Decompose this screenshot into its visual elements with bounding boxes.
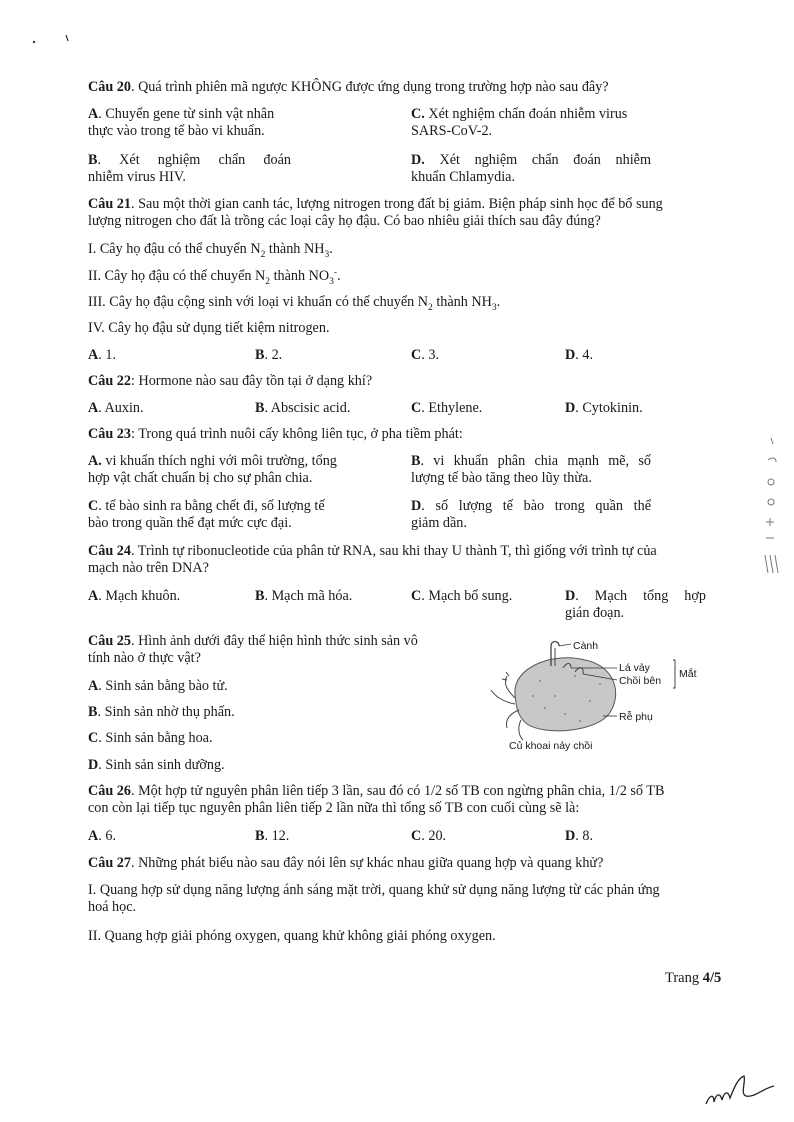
label-re-phu: Rễ phụ [619, 711, 653, 723]
option-c: C. Mạch bổ sung. [411, 588, 513, 604]
question-number: Câu 25 [88, 633, 131, 649]
question-text: . Một hợp tử nguyên phân liên tiếp 3 lần, sau đó có 1/2 số TB con ngừng phân chia, 1/2 số TB [130, 783, 665, 799]
option-text: Xét nghiệm chẩn đoán nhiễm [424, 152, 651, 168]
question-number: Câu 26 [88, 783, 131, 799]
label-choi-ben: Chồi bên [619, 675, 662, 687]
question-number: Câu 27 [88, 855, 131, 871]
option-b: B. Abscisic acid. [255, 400, 351, 416]
margin-scribble-icon [756, 430, 786, 580]
question-text: : Hormone nào sau đây tồn tại ở dạng khí? [130, 373, 373, 389]
option-a [88, 106, 318, 140]
option-text: khuẩn Chlamydia. [411, 169, 516, 185]
option-label: D. [411, 152, 425, 168]
option-c: C. Ethylene. [411, 400, 483, 416]
question-23 [88, 426, 738, 443]
option-d: D. Sinh sản sinh dưỡng. [88, 757, 225, 773]
option-text: SARS-CoV-2. [411, 123, 493, 139]
question-25 [88, 633, 478, 667]
option-b: B. 12. [255, 828, 290, 844]
question-number: Câu 22 [88, 373, 131, 389]
question-number: Câu 21 [88, 196, 131, 212]
question-number: Câu 24 [88, 543, 131, 559]
option-a: A. 6. [88, 828, 116, 844]
question-number: Câu 20 [88, 79, 131, 95]
question-24 [88, 543, 738, 577]
question-text: tính nào ở thực vật? [88, 650, 201, 666]
statement-1: I. Cây họ đậu có thể chuyển $N_2$ thành $NH_3$. [88, 241, 333, 260]
option-c: C. tế bào sinh ra bằng chết đi, số lượng tế bào trong quần thể đạt mức cực đại. [88, 498, 325, 531]
option-b [88, 152, 291, 186]
potato-tuber-icon [485, 636, 715, 754]
potato-figure [485, 636, 715, 754]
question-text: . Hình ảnh dưới đây thể hiện hình thức sinh sản vô [130, 633, 418, 649]
question-text: mạch nào trên DNA? [88, 560, 209, 576]
question-27 [88, 855, 738, 872]
option-b: B. 2. [255, 347, 283, 363]
question-22 [88, 373, 738, 390]
label-canh: Cành [573, 640, 599, 652]
option-a: A. vi khuẩn thích nghi với môi trường, tổng hợp vật chất chuẩn bị cho sự phân chia. [88, 453, 337, 486]
option-a: A. 1. [88, 347, 116, 363]
question-21 [88, 196, 738, 230]
option-d [411, 152, 651, 186]
option-text: thực vào trong tế bào vi khuẩn. [88, 123, 265, 139]
corner-mark-icon [28, 30, 78, 50]
statement-2: II. Cây họ đậu có thể chuyển $N_2$ thành $NO_3^-$. [88, 267, 341, 287]
page-footer: Trang 4/5 [665, 970, 722, 986]
option-a: A. Auxin. [88, 400, 144, 416]
option-c: C. 3. [411, 347, 439, 363]
option-text: nhiễm virus HIV. [88, 169, 186, 185]
question-text: . Trình tự ribonucleotide của phân tử RNA, sau khi thay U thành T, thì giống với trình tự của [130, 543, 657, 559]
option-label: A [88, 106, 99, 122]
option-d: D. Mạch tổng hợp gián đoạn. [565, 588, 706, 621]
question-text: . Sau một thời gian canh tác, lượng nitrogen trong đất bị giảm. Biện pháp sinh học để bổ sung [130, 196, 663, 212]
question-text: lượng nitrogen cho đất là trồng các loại cây họ đậu. Có bao nhiêu giải thích sau đây đúng? [88, 213, 601, 229]
option-c: C. 20. [411, 828, 447, 844]
option-d: D. số lượng tế bào trong quần thể giảm dần. [411, 498, 651, 531]
figure-caption: Củ khoai nảy chồi [509, 740, 593, 752]
question-text: . Những phát biểu nào sau đây nói lên sự khác nhau giữa quang hợp và quang khử? [130, 855, 604, 871]
question-26 [88, 783, 738, 817]
option-d: D. 8. [565, 828, 593, 844]
option-c: C. Sinh sản bằng hoa. [88, 730, 213, 746]
option-a: A. Mạch khuôn. [88, 588, 181, 604]
statement-4: IV. Cây họ đậu sử dụng tiết kiệm nitrogen. [88, 320, 330, 336]
option-text: Xét nghiệm chẩn đoán nhiễm virus [424, 106, 628, 122]
label-la-vay: Lá vảy [619, 662, 650, 674]
option-b: B. vi khuẩn phân chia mạnh mẽ, số lượng tế bào tăng theo lũy thừa. [411, 453, 651, 486]
question-text: : Trong quá trình nuôi cấy không liên tục, ở pha tiềm phát: [130, 426, 463, 442]
option-b: B. Mạch mã hóa. [255, 588, 353, 604]
option-d: D. Cytokinin. [565, 400, 643, 416]
option-text: . Xét nghiệm chẩn đoán [97, 152, 291, 168]
option-a: A. Sinh sản bằng bào tử. [88, 678, 228, 694]
option-d: D. 4. [565, 347, 593, 363]
question-text: . Quá trình phiên mã ngược KHÔNG được ứng dụng trong trường hợp nào sau đây? [130, 79, 609, 95]
option-label: C. [411, 106, 425, 122]
statement-1: I. Quang hợp sử dụng năng lượng ánh sáng mặt trời, quang khử sử dụng năng lượng từ các phản ứng hoá học. [88, 882, 660, 915]
statement-3: III. Cây họ đậu cộng sinh với loại vi khuẩn có thể chuyển $N_2$ thành $NH_3$. [88, 294, 501, 313]
option-b: B. Sinh sản nhờ thụ phấn. [88, 704, 235, 720]
option-c [411, 106, 671, 140]
signature-icon [700, 1068, 780, 1113]
question-20 [88, 79, 738, 96]
question-text: con còn lại tiếp tục nguyên phân liên tiếp 2 lần nữa thì tổng số TB con cuối cùng sẽ là: [88, 800, 580, 816]
option-text: . Chuyển gene từ sinh vật nhân [98, 106, 275, 122]
statement-2: II. Quang hợp giải phóng oxygen, quang khử không giải phóng oxygen. [88, 928, 496, 944]
label-mat: Mắt [679, 668, 697, 680]
option-label: B [88, 152, 98, 168]
question-number: Câu 23 [88, 426, 131, 442]
